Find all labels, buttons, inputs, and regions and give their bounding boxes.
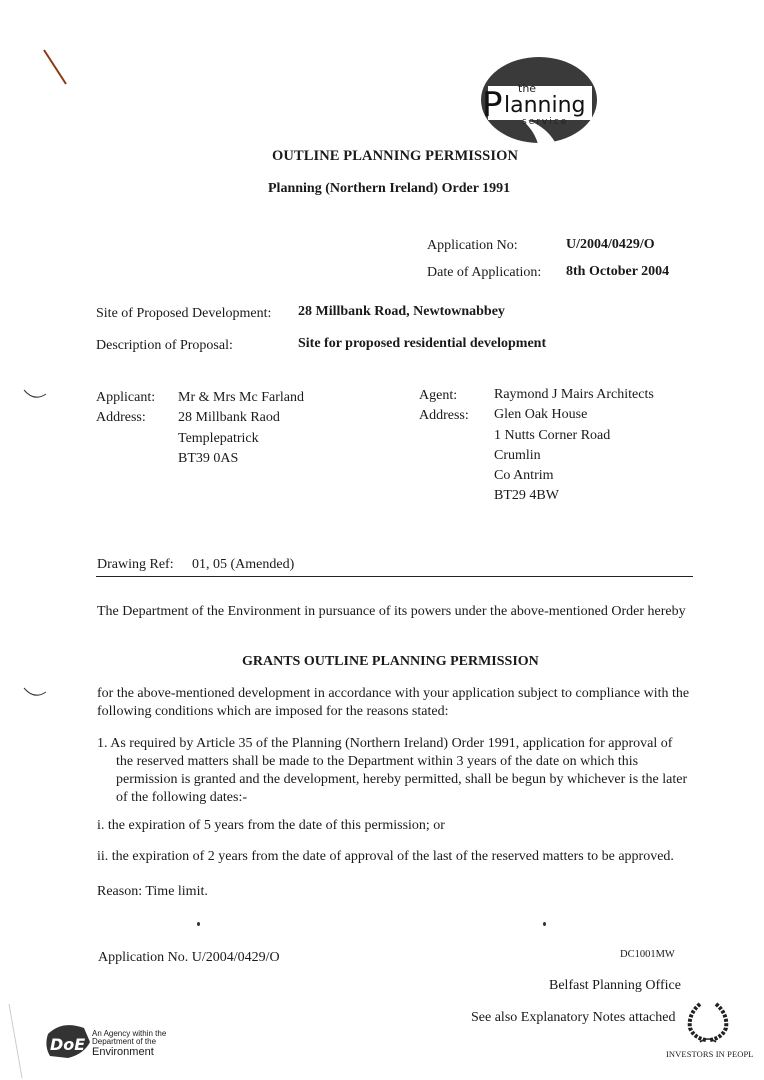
condition-reason: Reason: Time limit. xyxy=(97,884,208,899)
condition-item-ii: ii. the expiration of 2 years from the date of approval of the last of the reserved matters to be approved. xyxy=(97,849,674,864)
form-code: DC1001MW xyxy=(620,949,675,960)
application-number-label: Application No: xyxy=(427,238,518,253)
scan-mark xyxy=(38,44,78,94)
condition-1-first-line: 1. As required by Article 35 of the Planning (Northern Ireland) Order 1991, application for approval of xyxy=(97,736,673,751)
applicant-name: Mr & Mrs Mc Farland xyxy=(178,390,304,405)
agency-line-1: An Agency within the xyxy=(92,1029,167,1038)
applicant-address-label: Address: xyxy=(96,410,146,425)
investors-in-people-logo xyxy=(686,1000,730,1046)
doe-agency-logo xyxy=(44,1020,92,1060)
agent-address-line: Co Antrim xyxy=(494,468,554,483)
svg-text:DoE: DoE xyxy=(50,1035,86,1054)
condition-1-continuation: the reserved matters shall be made to the Department within 3 years of the date on which this permission is granted and the development, hereby permitted, shall be begun by whichever is the later of the following dates:- xyxy=(116,754,688,805)
applicant-address-line: BT39 0AS xyxy=(178,451,239,466)
agent-address-line: BT29 4BW xyxy=(494,488,559,503)
document-title: OUTLINE PLANNING PERMISSION xyxy=(272,148,519,164)
svg-text:P: P xyxy=(482,85,503,125)
agent-label: Agent: xyxy=(419,388,458,403)
scan-speck xyxy=(543,922,546,926)
scan-mark xyxy=(22,388,48,402)
agent-address-line: Crumlin xyxy=(494,448,541,463)
svg-text:service: service xyxy=(522,117,569,127)
description-label: Description of Proposal: xyxy=(96,338,233,353)
site-value: 28 Millbank Road, Newtownabbey xyxy=(298,304,505,319)
footer-application-number: Application No. U/2004/0429/O xyxy=(98,950,280,965)
agency-line-3: Environment xyxy=(92,1046,154,1058)
planning-service-logo xyxy=(478,54,600,146)
conditions-intro: for the above-mentioned development in accordance with your application subject to compliance with the following conditions which are imposed for the reasons stated: xyxy=(97,686,690,719)
agency-text xyxy=(92,1030,166,1058)
scan-mark xyxy=(6,1000,26,1080)
grants-heading: GRANTS OUTLINE PLANNING PERMISSION xyxy=(242,654,539,669)
doe-logo-icon xyxy=(44,1020,92,1060)
agent-address-label: Address: xyxy=(419,408,469,423)
condition-item-i: i. the expiration of 5 years from the date of this permission; or xyxy=(97,818,445,833)
document-subtitle: Planning (Northern Ireland) Order 1991 xyxy=(268,181,511,196)
svg-text:lanning: lanning xyxy=(504,93,586,118)
agent-address-line: Glen Oak House xyxy=(494,407,588,422)
applicant-address-line: Templepatrick xyxy=(178,431,259,446)
agency-line-2: Department of the xyxy=(92,1037,157,1046)
explanatory-notes: See also Explanatory Notes attached xyxy=(471,1010,676,1025)
svg-text:the: the xyxy=(518,82,537,95)
application-date-value: 8th October 2004 xyxy=(566,264,670,279)
section-divider xyxy=(96,576,693,577)
condition-1 xyxy=(97,735,697,807)
description-value: Site for proposed residential development xyxy=(298,336,547,351)
office-name: Belfast Planning Office xyxy=(549,978,681,993)
agent-name: Raymond J Mairs Architects xyxy=(494,387,654,402)
applicant-label: Applicant: xyxy=(96,390,156,405)
investors-in-people-text: INVESTORS IN PEOPL xyxy=(666,1049,754,1059)
planning-service-logo-icon xyxy=(478,54,600,146)
site-label: Site of Proposed Development: xyxy=(96,306,272,321)
applicant-address-line: 28 Millbank Raod xyxy=(178,410,280,425)
drawing-ref-value: 01, 05 (Amended) xyxy=(192,557,295,572)
scan-mark xyxy=(22,686,48,700)
application-number-value: U/2004/0429/O xyxy=(566,237,655,252)
intro-paragraph: The Department of the Environment in pursuance of its powers under the above-mentioned Order hereby xyxy=(97,604,686,619)
laurel-wreath-icon xyxy=(686,1000,730,1046)
agent-address-line: 1 Nutts Corner Road xyxy=(494,428,611,443)
application-date-label: Date of Application: xyxy=(427,265,542,280)
drawing-ref-label: Drawing Ref: xyxy=(97,557,174,572)
scan-speck xyxy=(197,922,200,926)
